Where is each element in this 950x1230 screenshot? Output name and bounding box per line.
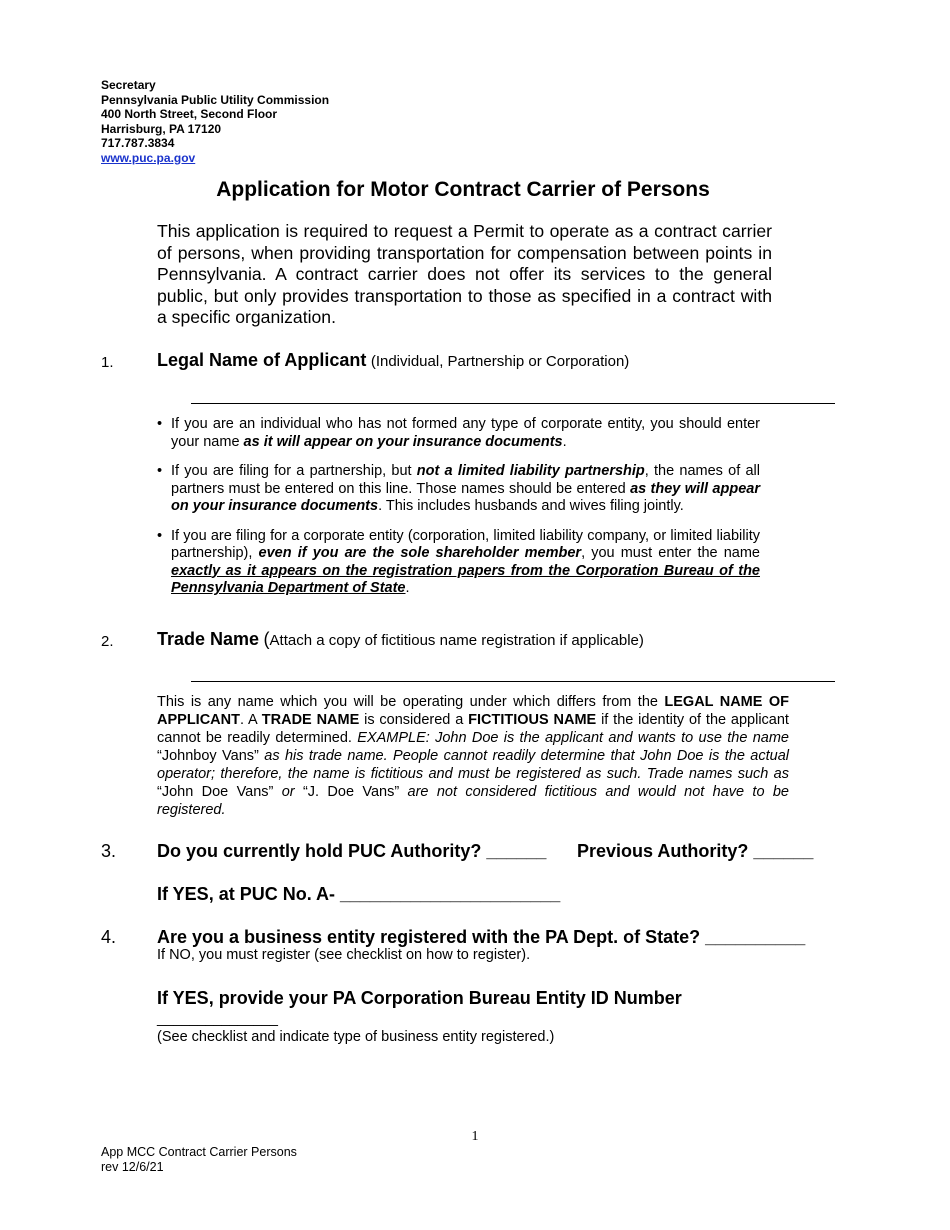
bullet-icon: • xyxy=(157,463,163,479)
legal-name-field[interactable] xyxy=(191,403,835,404)
trade-name-note: Attach a copy of fictitious name registration if applicable) xyxy=(269,632,644,649)
page-title: Application for Motor Contract Carrier of Persons xyxy=(216,178,710,201)
entity-id-label: If YES, provide your PA Corporation Bureau Entity ID Number xyxy=(157,988,682,1008)
entity-id-field[interactable]: _______________ xyxy=(157,1011,278,1027)
bullet-icon: • xyxy=(157,527,163,544)
item3-number: 3. xyxy=(101,841,117,861)
trade-name-label: Trade Name xyxy=(157,629,260,649)
legal-name-note: (Individual, Partnership or Corporation) xyxy=(370,353,630,370)
address-line-commission: Pennsylvania Public Utility Commission xyxy=(101,92,330,107)
address-line-secretary: Secretary xyxy=(101,78,156,92)
instruction-corporate: • If you are filing for a corporate entity (corporation, limited liability company, or limited liability partnership), even if you are the sole shareholder member, you must enter the name exactly as it appears on the registration papers from the Corporation Bureau of the Pennsylvania Department of State. xyxy=(157,527,760,596)
instruction-individual: • If you are an individual who has not formed any type of corporate entity, you should enter your name as it will appear on your insurance documents. xyxy=(157,416,760,450)
bullet-icon: • xyxy=(157,416,163,432)
previous-authority-question[interactable]: Previous Authority? ______ xyxy=(577,841,814,861)
item4-number: 4. xyxy=(101,927,117,947)
footer-revision: rev 12/6/21 xyxy=(101,1159,164,1174)
address-line-street: 400 North Street, Second Floor xyxy=(101,107,278,121)
address-line-phone: 717.787.3834 xyxy=(101,136,175,150)
register-instruction: If NO, you must register (see checklist on how to register). xyxy=(157,947,531,963)
document-footer xyxy=(101,1145,297,1174)
checklist-note: (See checklist and indicate type of business entity registered.) xyxy=(157,1029,555,1045)
business-entity-question[interactable]: Are you a business entity registered with the PA Dept. of State? __________ xyxy=(157,927,806,947)
item2-number: 2. xyxy=(101,633,114,650)
legal-name-instructions xyxy=(157,416,760,610)
instruction-partnership: • If you are filing for a partnership, but not a limited liability partnership, the names of all partners must be entered on this line. Those names should be entered as they will appear on your insurance documents. This includes husbands and wives filing jointly. xyxy=(157,463,760,514)
address-line-city: Harrisburg, PA 17120 xyxy=(101,121,222,136)
commission-address xyxy=(101,78,329,165)
footer-form-name: App MCC Contract Carrier Persons xyxy=(101,1145,297,1159)
website-link[interactable]: www.puc.pa.gov xyxy=(101,150,196,165)
intro-paragraph: This application is required to request a Permit to operate as a contract carrier of persons, when providing transportation for compensation between points in Pennsylvania. A contract carrier does not offer its services to the general public, but only provides transportation to those as specified in a contract with a specific organization. xyxy=(157,221,772,327)
puc-authority-question[interactable]: Do you currently hold PUC Authority? ______ xyxy=(157,841,547,861)
item1-number: 1. xyxy=(101,354,114,371)
trade-name-field[interactable] xyxy=(191,681,835,682)
page-number: 1 xyxy=(471,1129,479,1144)
item1-heading xyxy=(157,350,629,371)
item2-heading: Trade Name (Attach a copy of fictitious name registration if applicable) xyxy=(157,629,644,649)
legal-name-label: Legal Name of Applicant xyxy=(157,350,367,370)
trade-name-explanation: This is any name which you will be operating under which differs from the LEGAL NAME OF APPLICANT. A TRADE NAME is considered a FICTITIOUS NAME if the identity of the applicant cannot be readily determined. EXAMPLE: John Doe is the applicant and wants to use the name “Johnboy Vans” as his trade name. People cannot readily determine that John Doe is the actual operator; therefore, the name is fictitious and must be registered as such. Trade names such as “John Doe Vans” or “J. Doe Vans” are not considered fictitious and would not have to be registered. xyxy=(157,694,790,818)
puc-number-field[interactable]: If YES, at PUC No. A- ______________________ xyxy=(157,884,561,904)
